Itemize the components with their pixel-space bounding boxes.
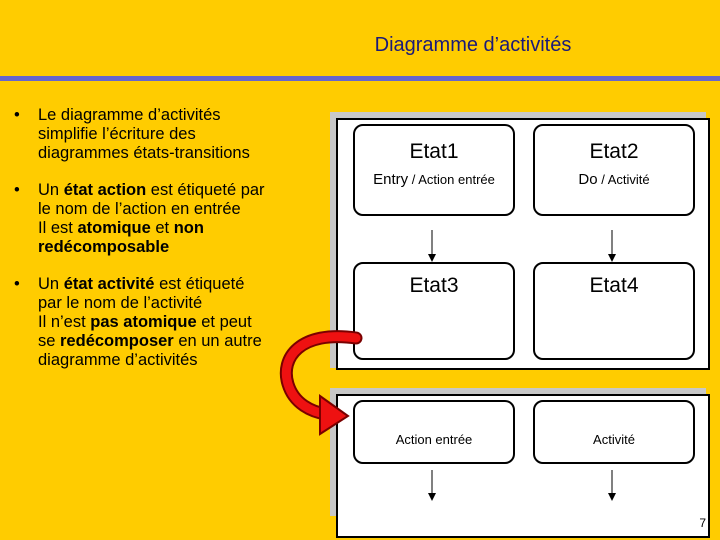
bullet-text-bold: atomique — [77, 219, 151, 237]
bullet-text: est étiqueté — [154, 275, 245, 293]
node-etat4-title: Etat4 — [589, 274, 639, 297]
do-keyword: Do — [578, 171, 598, 188]
bullet-text: par le nom de l’activité — [38, 294, 203, 312]
bullet-text: se — [38, 332, 61, 350]
node-etat3-title: Etat3 — [409, 274, 459, 297]
bullet-text: Il n’est — [38, 313, 91, 331]
bullet-text: diagrammes états-transitions — [38, 144, 250, 162]
bullet-text: diagramme d’activités — [38, 351, 198, 369]
entry-action-text: / Action entrée — [408, 172, 495, 187]
do-activity-text: / Activité — [597, 172, 650, 187]
bullet-text: simplifie l’écriture des — [38, 125, 196, 143]
bullet-text: en un autre — [173, 332, 262, 350]
node-etat1-title: Etat1 — [409, 140, 459, 163]
refinement-arrow — [286, 337, 356, 434]
activite-label: Activité — [593, 432, 635, 447]
bullet-text: Un — [38, 181, 64, 199]
slide-title: Diagramme d’activités — [374, 34, 572, 56]
bullet-text: Un — [38, 275, 64, 293]
bullet-text: est étiqueté par — [146, 181, 265, 199]
bullet-text-bold: redécomposer — [60, 332, 174, 350]
bullet-text: le nom de l’action en entrée — [38, 200, 241, 218]
node-etat2-title: Etat2 — [589, 140, 639, 163]
bullet-text: et peut — [196, 313, 252, 331]
page-number: 7 — [699, 516, 706, 530]
bullet-text-bold: état action — [63, 181, 147, 199]
action-entree-label: Action entrée — [395, 432, 473, 447]
bullet-marker: • — [14, 181, 20, 199]
bullet-text-bold: redécomposable — [38, 238, 170, 256]
bullet-text-bold: état activité — [63, 275, 155, 293]
bullet-text: Il est — [38, 219, 78, 237]
bullet-text: Le diagramme d’activités — [38, 106, 221, 124]
entry-keyword: Entry — [373, 171, 409, 188]
bullet-text: et — [150, 219, 174, 237]
bullet-marker: • — [14, 106, 20, 124]
bullet-text-bold: non — [173, 219, 204, 237]
bullet-marker: • — [14, 275, 20, 293]
bullet-text-bold: pas atomique — [90, 313, 197, 331]
